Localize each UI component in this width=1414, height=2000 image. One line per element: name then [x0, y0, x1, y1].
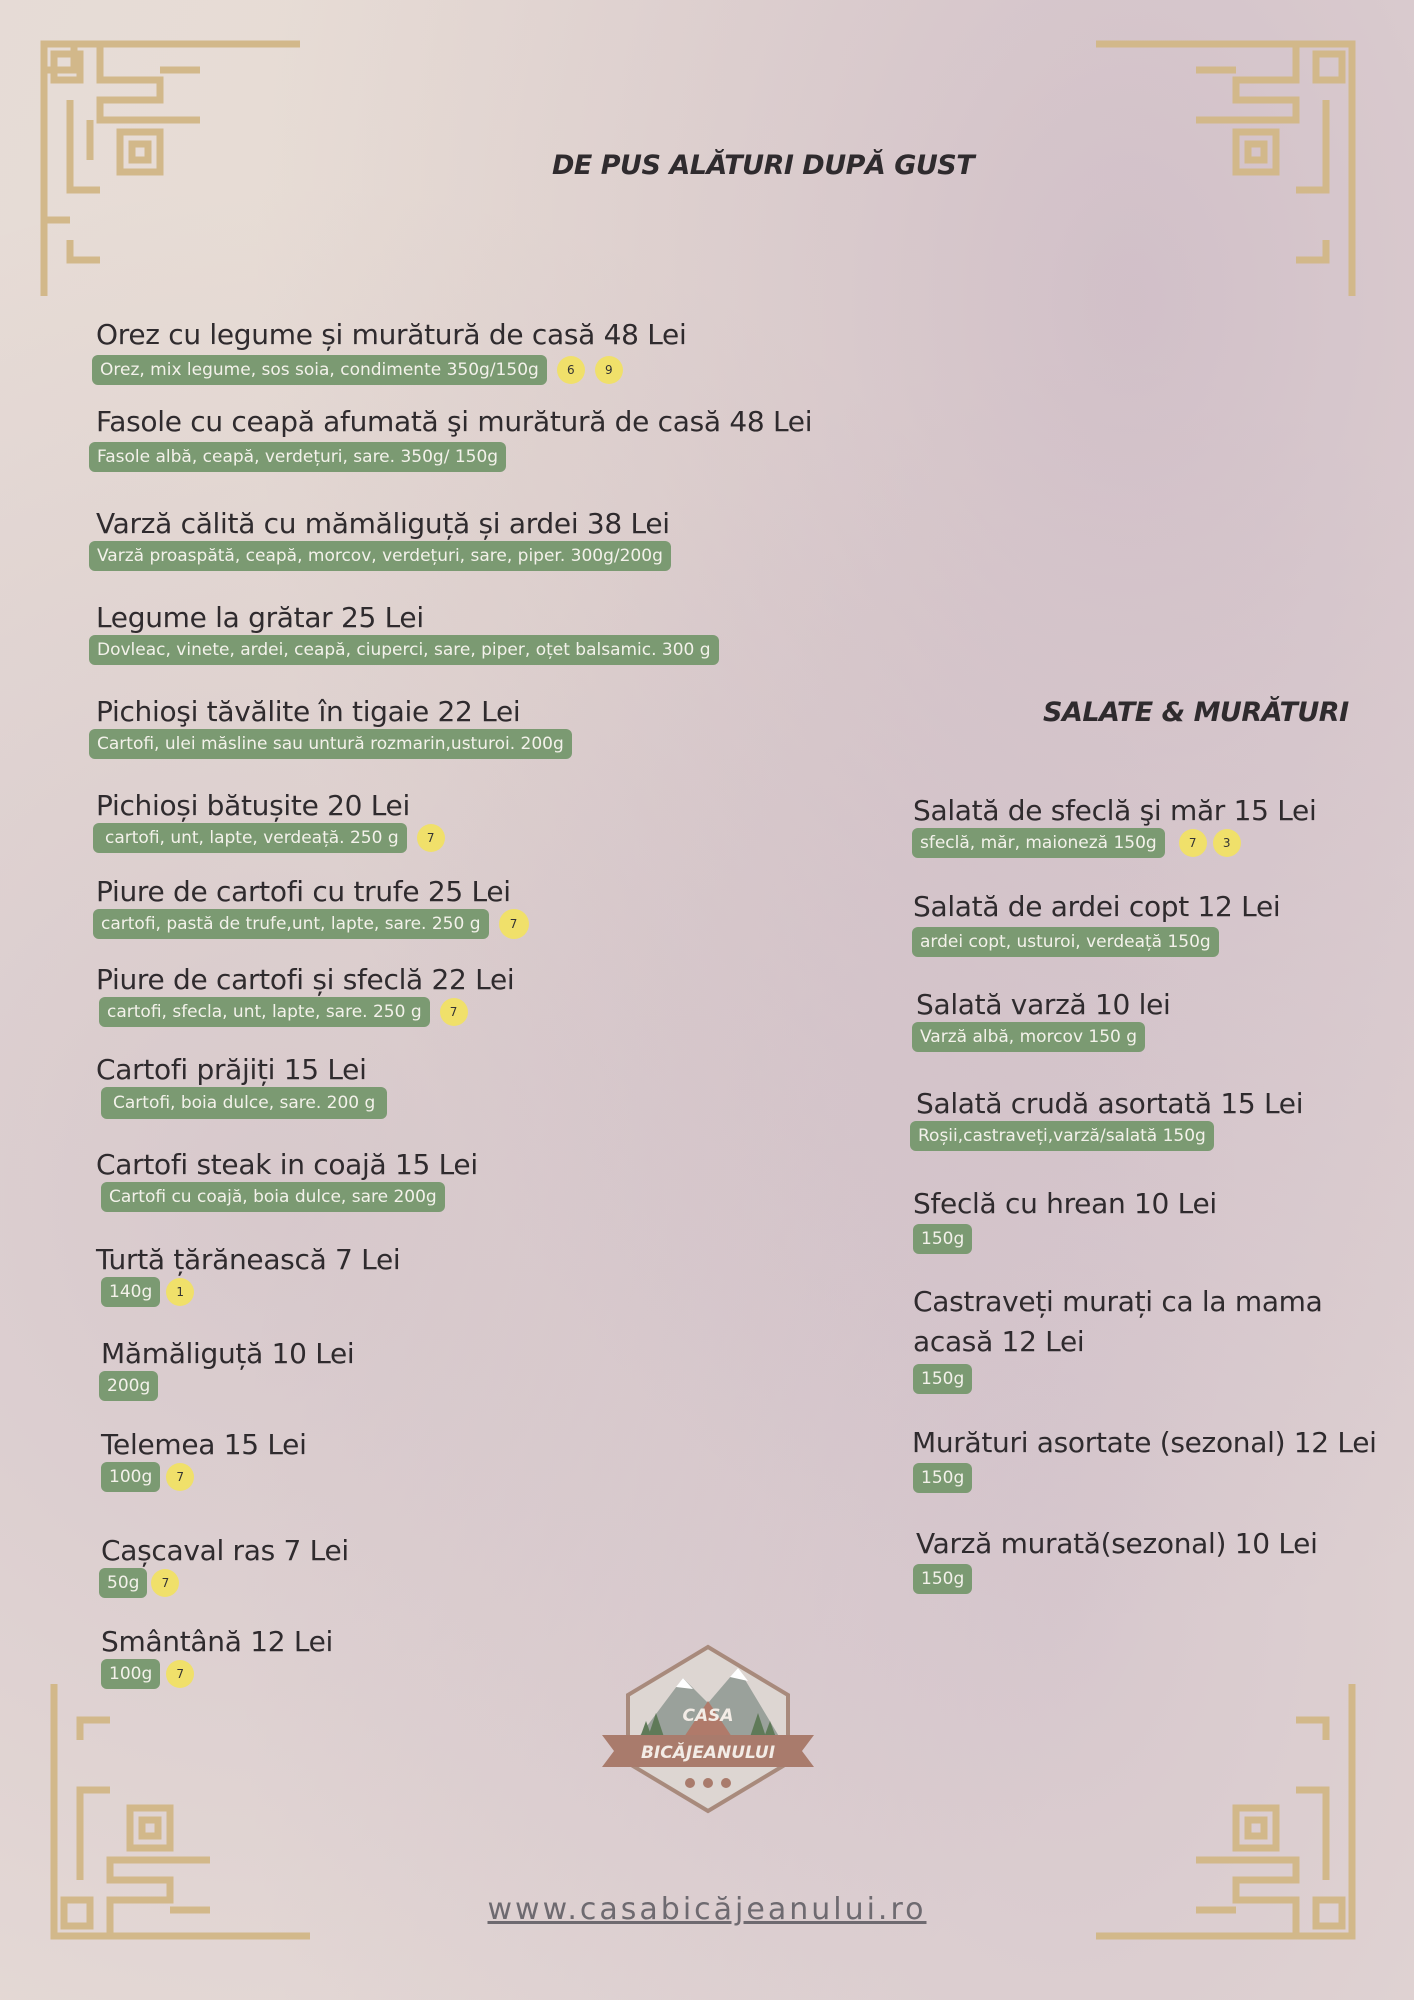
- menu-item-description: 150g: [913, 1364, 972, 1394]
- menu-item-description: Cartofi, ulei măsline sau untură rozmarin,usturoi. 200g: [89, 729, 572, 759]
- menu-item-description: 140g: [101, 1277, 160, 1307]
- menu-item: [916, 1087, 1303, 1151]
- menu-item-name: Orez cu legume și murătură de casă 48 Lei: [96, 318, 687, 351]
- logo-text-casa: CASA: [682, 1706, 734, 1726]
- menu-item-name: Cartofi steak in coajă 15 Lei: [96, 1148, 478, 1181]
- menu-item: [96, 601, 719, 665]
- menu-item-description: 50g: [99, 1568, 147, 1598]
- menu-item-name: Pichioși bătușite 20 Lei: [96, 789, 410, 822]
- restaurant-logo: [598, 1643, 818, 1823]
- menu-item-description: cartofi, unt, lapte, verdeață. 250 g: [93, 823, 407, 853]
- menu-item: [96, 1053, 387, 1119]
- menu-item-name: Cartofi prăjiți 15 Lei: [96, 1053, 367, 1086]
- allergen-badge: 3: [1213, 829, 1241, 857]
- menu-item-name: Mămăliguță 10 Lei: [101, 1337, 355, 1370]
- menu-item-name: Castraveți murați ca la mama acasă 12 Lei: [913, 1285, 1323, 1358]
- menu-item-name: Smântână 12 Lei: [101, 1625, 334, 1658]
- menu-item: [96, 963, 514, 1027]
- menu-item: [101, 1337, 354, 1401]
- menu-item-name: Salată de ardei copt 12 Lei: [913, 890, 1281, 923]
- menu-item: [916, 1527, 1318, 1594]
- allergen-badge: 7: [151, 1569, 179, 1597]
- allergen-badge: 7: [1179, 829, 1207, 857]
- menu-item-description: sfeclă, măr, maioneză 150g: [912, 828, 1165, 858]
- menu-item-description: Cartofi cu coajă, boia dulce, sare 200g: [101, 1182, 445, 1212]
- menu-item-description: 150g: [913, 1463, 972, 1493]
- menu-item-name: Sfeclă cu hrean 10 Lei: [913, 1187, 1217, 1220]
- menu-item-description: 200g: [99, 1371, 158, 1401]
- menu-item-name: Turtă țărănească 7 Lei: [96, 1243, 401, 1276]
- menu-item-description: 100g: [101, 1659, 160, 1689]
- allergen-badge: 7: [440, 998, 468, 1026]
- menu-item-name: Salată varză 10 lei: [916, 988, 1171, 1021]
- menu-item: [96, 789, 445, 853]
- menu-item: [96, 507, 671, 571]
- allergen-badge: 1: [166, 1278, 194, 1306]
- menu-item-name: Murături asortate (sezonal) 12 Lei: [912, 1426, 1377, 1459]
- menu-item: [913, 794, 1316, 858]
- menu-item-name: Varză murată(sezonal) 10 Lei: [916, 1527, 1318, 1560]
- menu-item: [101, 1428, 307, 1492]
- menu-item-description: Roșii,castraveți,varză/salată 150g: [910, 1121, 1214, 1151]
- menu-item-description: 150g: [913, 1224, 972, 1254]
- menu-item: [913, 1187, 1217, 1254]
- website-link[interactable]: www.casabicăjeanului.ro: [487, 1892, 927, 1927]
- menu-item-name: Piure de cartofi și sfeclă 22 Lei: [96, 963, 515, 996]
- menu-item-description: ardei copt, usturoi, verdeață 150g: [912, 927, 1219, 957]
- menu-item-description: 150g: [913, 1564, 972, 1594]
- menu-item-name: Varză călită cu mămăliguță și ardei 38 Lei: [96, 507, 670, 540]
- logo-text-name: BICĂJEANULUI: [640, 1743, 776, 1763]
- menu-item-name: Piure de cartofi cu trufe 25 Lei: [96, 875, 511, 908]
- allergen-badge: 7: [166, 1660, 194, 1688]
- menu-item: [96, 1243, 400, 1307]
- allergen-badge: 6: [557, 356, 585, 384]
- menu-item-description: Fasole albă, ceapă, verdețuri, sare. 350g/ 150g: [89, 442, 506, 472]
- section-title-sides: DE PUS ALĂTURI DUPĂ GUST: [552, 150, 975, 181]
- corner-ornament-top-left: [40, 40, 300, 300]
- menu-item-description: cartofi, sfecla, unt, lapte, sare. 250 g: [99, 997, 430, 1027]
- menu-item-description: Varză albă, morcov 150 g: [912, 1022, 1145, 1052]
- allergen-badge: 7: [499, 909, 529, 939]
- menu-item: [916, 988, 1171, 1052]
- menu-item-name: Salată de sfeclă şi măr 15 Lei: [913, 794, 1317, 827]
- menu-item-name: Cașcaval ras 7 Lei: [101, 1534, 349, 1567]
- menu-item: [913, 890, 1280, 957]
- menu-item-description: cartofi, pastă de trufe,unt, lapte, sare. 250 g: [93, 909, 489, 939]
- menu-item: [96, 318, 686, 385]
- menu-item: [96, 1148, 478, 1212]
- menu-item-description: 100g: [101, 1462, 160, 1492]
- corner-ornament-top-right: [1096, 40, 1356, 300]
- menu-item: [913, 1282, 1333, 1394]
- section-title-salads: SALATE & MURĂTURI: [1043, 697, 1349, 728]
- menu-item-name: Legume la grătar 25 Lei: [96, 601, 424, 634]
- menu-item: [96, 875, 529, 939]
- menu-item-description: Cartofi, boia dulce, sare. 200 g: [101, 1087, 387, 1119]
- menu-item: [96, 695, 572, 759]
- menu-item: [912, 1426, 1377, 1493]
- menu-item-description: Varză proaspătă, ceapă, morcov, verdețuri, sare, piper. 300g/200g: [89, 541, 671, 571]
- menu-item: [101, 1625, 333, 1689]
- menu-item-name: Telemea 15 Lei: [101, 1428, 307, 1461]
- allergen-badge: 7: [166, 1463, 194, 1491]
- menu-item: [101, 1534, 349, 1598]
- menu-item-description: Orez, mix legume, sos soia, condimente 350g/150g: [92, 355, 547, 385]
- allergen-badge: 7: [417, 824, 445, 852]
- menu-item-name: Pichioşi tăvălite în tigaie 22 Lei: [96, 695, 521, 728]
- allergen-badge: 9: [595, 356, 623, 384]
- menu-item-description: Dovleac, vinete, ardei, ceapă, ciuperci, sare, piper, oțet balsamic. 300 g: [89, 635, 719, 665]
- menu-item: [96, 405, 812, 472]
- menu-item-name: Salată crudă asortată 15 Lei: [916, 1087, 1304, 1120]
- menu-item-name: Fasole cu ceapă afumată şi murătură de casă 48 Lei: [96, 405, 813, 438]
